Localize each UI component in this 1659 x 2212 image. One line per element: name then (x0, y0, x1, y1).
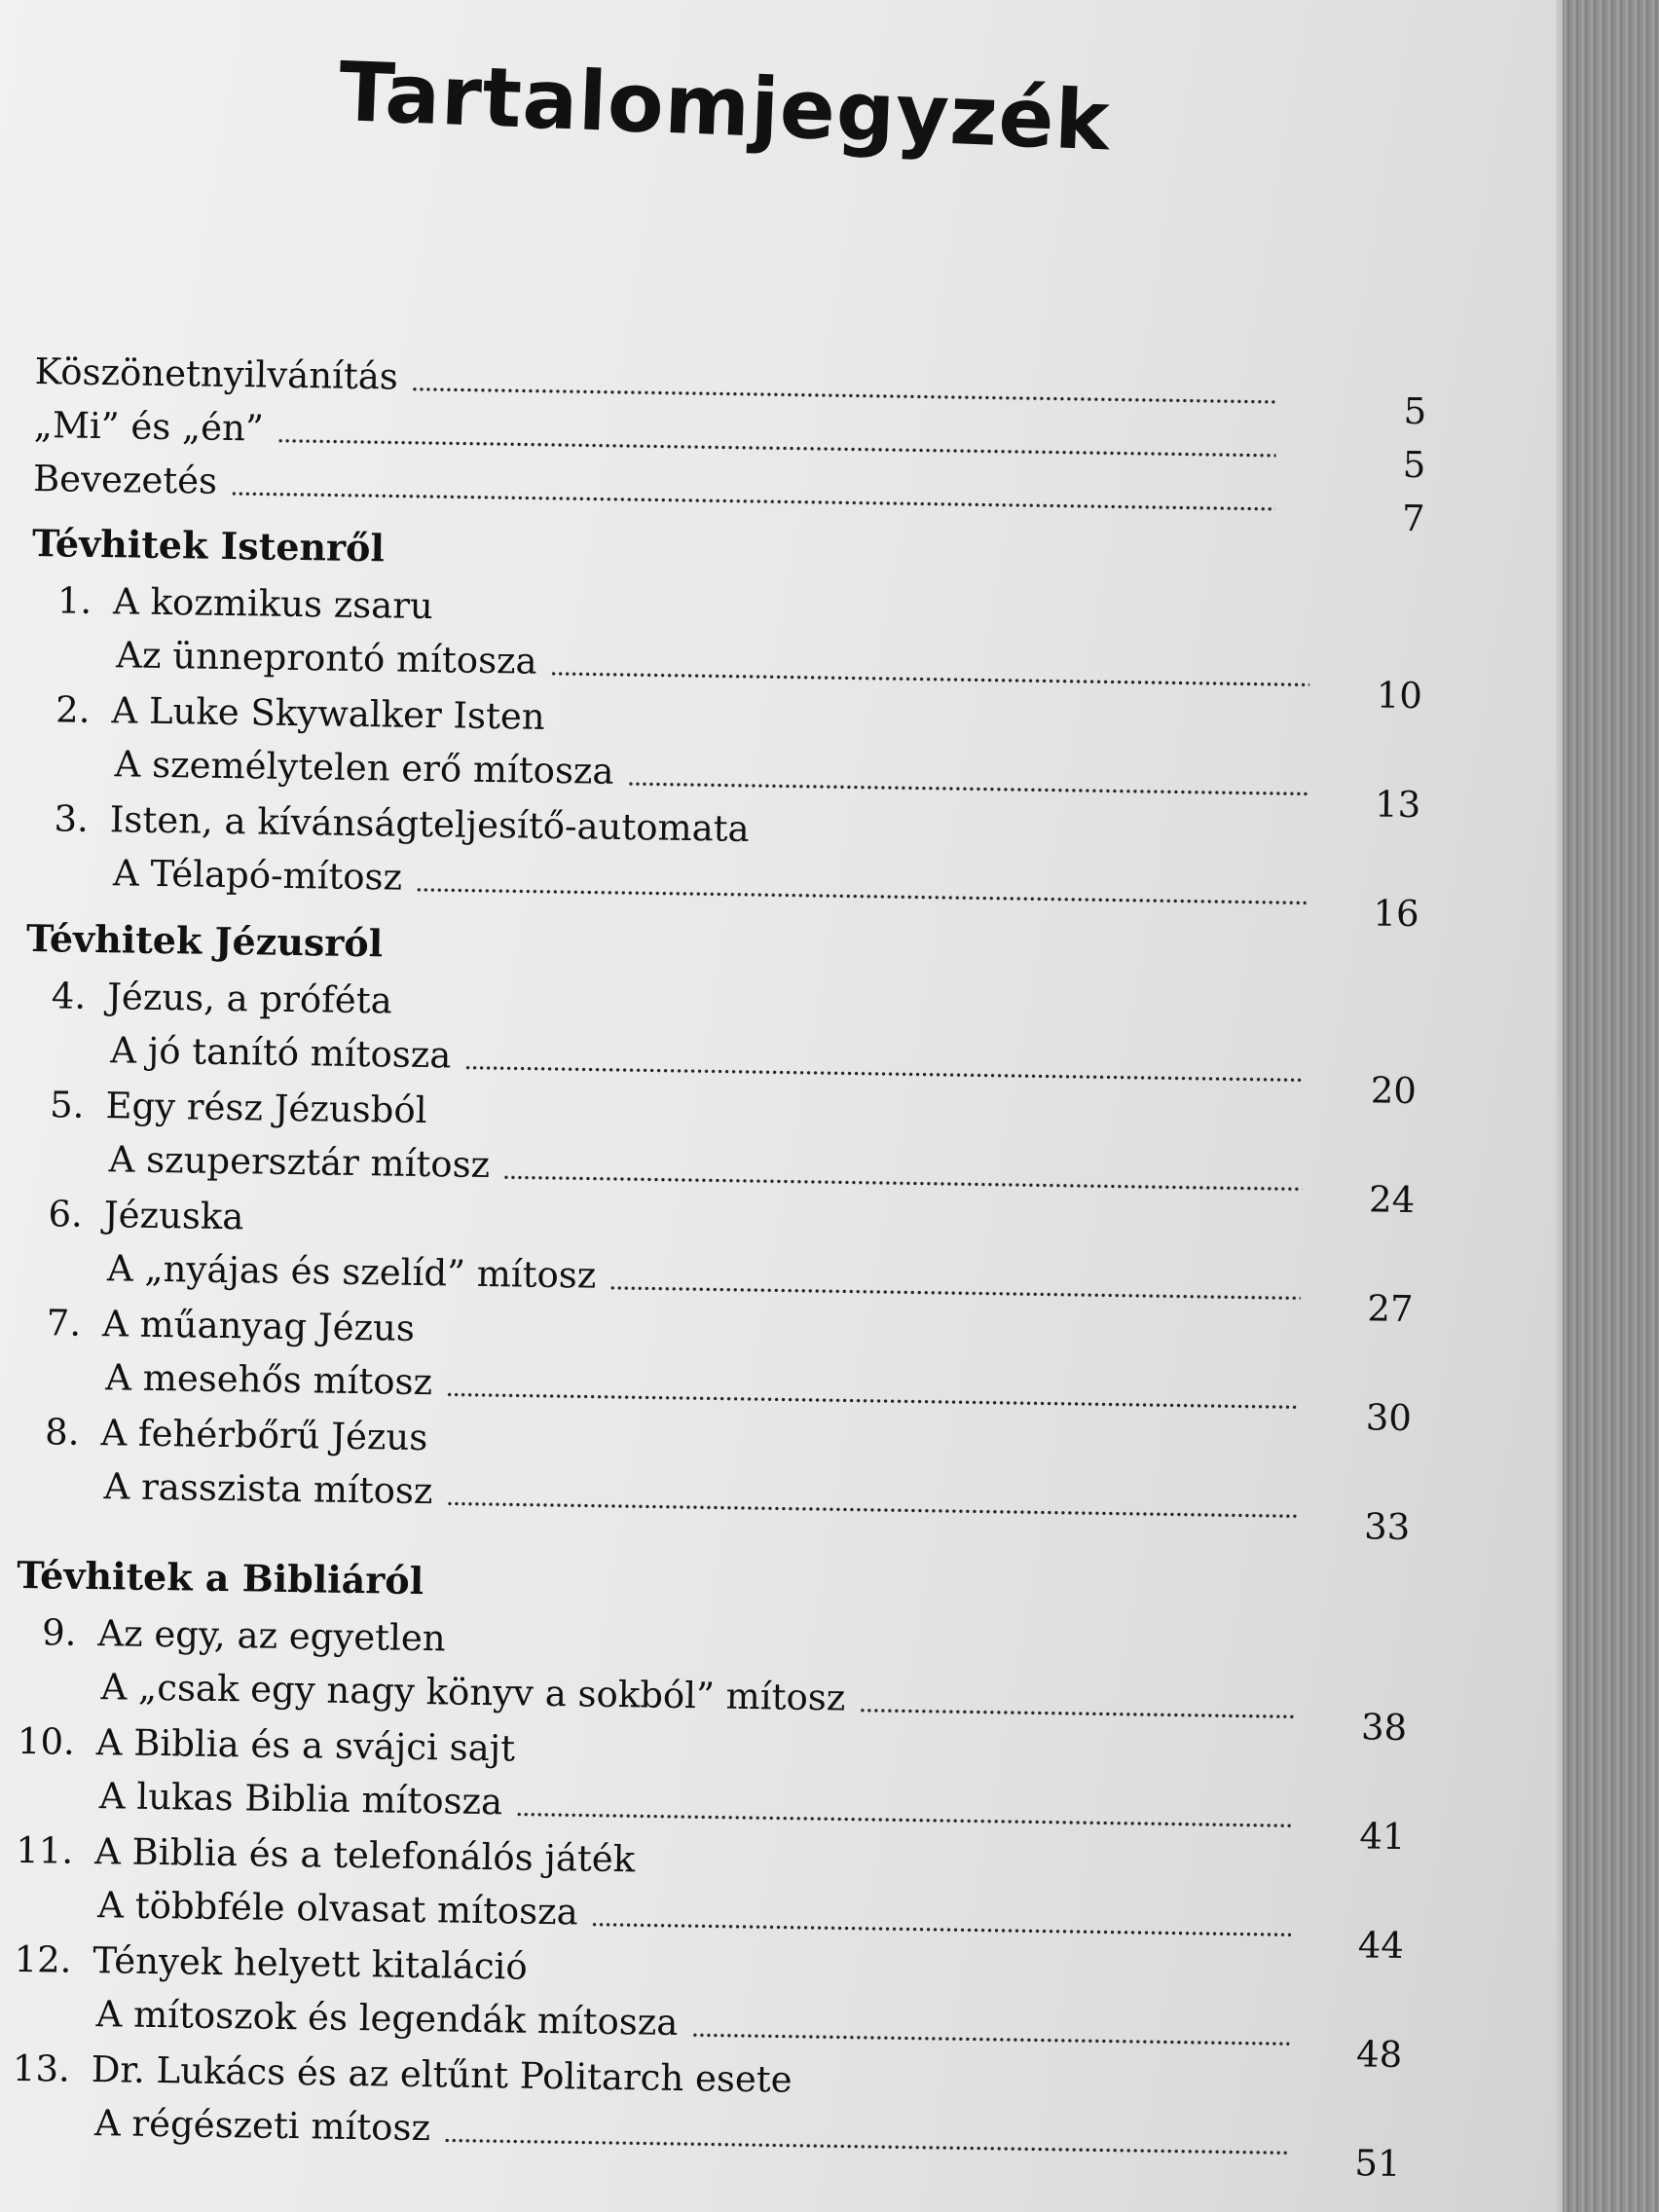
chapter-title: A Biblia és a telefonálós játék (93, 1830, 636, 1881)
chapter-title: A Luke Skywalker Isten (111, 689, 545, 738)
chapter-subtitle: A mesehős mítosz (105, 1356, 433, 1404)
chapter-title: Dr. Lukács és az eltűnt Politarch esete (91, 2048, 793, 2101)
chapter-number: 8. (44, 1411, 80, 1454)
chapter-number: 10. (17, 1719, 76, 1763)
leader-dots (691, 2030, 1289, 2048)
page-number: 27 (1367, 1287, 1414, 1331)
chapter-subtitle: A többféle olvasat mítosza (97, 1884, 579, 1934)
leader-dots (859, 1706, 1294, 1722)
leader-dots (412, 385, 1277, 407)
page-number: 20 (1370, 1069, 1418, 1113)
entry-label: Köszönetnyilvánítás (34, 350, 399, 398)
leader-dots (446, 1389, 1299, 1412)
page-number: 33 (1363, 1505, 1411, 1549)
table-of-contents (8, 350, 1427, 2186)
page-number: 7 (1401, 497, 1425, 540)
page-number: 16 (1373, 892, 1419, 936)
leader-dots (550, 669, 1309, 690)
leader-dots (503, 1172, 1303, 1194)
page-number: 13 (1374, 783, 1421, 827)
page-number: 48 (1355, 2033, 1403, 2077)
section-heading: Tévhitek Istenről (31, 520, 386, 571)
chapter-number: 3. (54, 797, 90, 840)
chapter-subtitle: A „csak egy nagy könyv a sokból” mítosz (100, 1666, 846, 1719)
leader-dots (516, 1809, 1293, 1830)
chapter-subtitle: A „nyájas és szelíd” mítosz (106, 1247, 597, 1297)
chapter-subtitle: A rasszista mítosz (103, 1465, 433, 1513)
leader-dots (231, 489, 1275, 514)
chapter-number: 6. (48, 1193, 84, 1235)
page-number: 24 (1368, 1178, 1416, 1222)
chapter-title: A kozmikus zsaru (112, 580, 434, 628)
chapter-number: 13. (12, 2046, 71, 2090)
book-binding (1563, 0, 1659, 2212)
chapter-subtitle: A személytelen erő mítosza (114, 743, 614, 793)
page-number: 5 (1403, 389, 1427, 433)
chapter-title: Az egy, az egyetlen (97, 1612, 446, 1660)
chapter-title: Jézuska (103, 1194, 244, 1238)
leader-dots (416, 885, 1307, 908)
chapter-title: Tények helyett kitaláció (92, 1939, 529, 1988)
page-number: 10 (1376, 674, 1423, 718)
chapter-number: 11. (15, 1828, 74, 1872)
chapter-number: 2. (55, 688, 91, 731)
leader-dots (464, 1063, 1304, 1086)
entry-label: Bevezetés (32, 457, 218, 502)
chapter-title: Egy rész Jézusból (105, 1085, 427, 1132)
leader-dots (277, 436, 1276, 461)
section-heading: Tévhitek Jézusról (25, 915, 384, 966)
chapter-subtitle: A régészeti mítosz (93, 2102, 431, 2150)
page-title: Tartalomjegyzék (337, 44, 1113, 169)
leader-dots (609, 1283, 1301, 1304)
chapter-subtitle: Az ünneprontó mítosza (116, 634, 538, 682)
page-number: 30 (1365, 1396, 1413, 1440)
chapter-number: 4. (51, 975, 87, 1017)
chapter-title: A műanyag Jézus (101, 1303, 416, 1349)
leader-dots (627, 779, 1308, 798)
chapter-title: Isten, a kívánságteljesítő-automata (109, 798, 750, 850)
chapter-number: 1. (56, 579, 92, 622)
leader-dots (446, 1498, 1297, 1521)
chapter-title: Jézus, a próféta (106, 976, 393, 1022)
chapter-number: 7. (46, 1302, 82, 1345)
page-number: 5 (1402, 443, 1426, 487)
section-heading: Tévhitek a Bibliáról (17, 1552, 424, 1604)
page-number: 41 (1359, 1815, 1406, 1859)
leader-dots (444, 2135, 1288, 2157)
chapter-subtitle: A lukas Biblia mítosza (98, 1775, 503, 1824)
chapter-title: A Biblia és a svájci sajt (95, 1721, 516, 1770)
page-number: 51 (1354, 2142, 1401, 2186)
page-number: 38 (1360, 1706, 1408, 1750)
chapter-number: 9. (41, 1611, 77, 1654)
chapter-title: A fehérbőrű Jézus (100, 1412, 428, 1459)
page-number: 44 (1357, 1924, 1405, 1968)
chapter-subtitle: A szupersztár mítosz (108, 1138, 491, 1187)
chapter-subtitle: A mítoszok és legendák mítosza (95, 1993, 679, 2044)
chapter-number: 5. (49, 1084, 85, 1126)
leader-dots (591, 1920, 1291, 1940)
entry-label: „Mi” és „én” (33, 403, 265, 450)
chapter-subtitle: A Télapó-mítosz (112, 852, 403, 899)
chapter-subtitle: A jó tanító mítosza (110, 1029, 452, 1077)
chapter-number: 12. (14, 1937, 72, 1981)
